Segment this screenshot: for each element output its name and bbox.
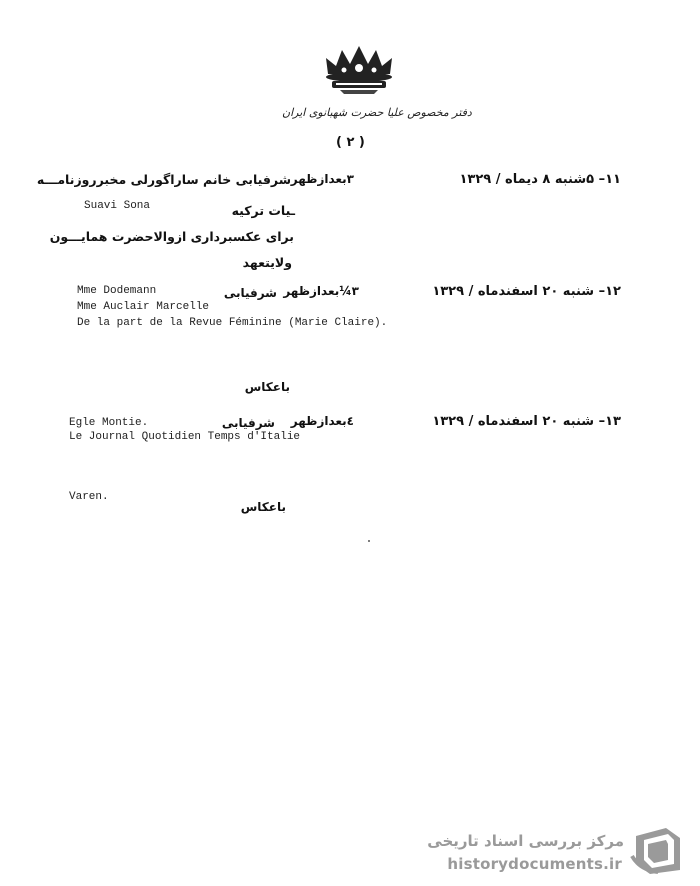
entry-11-line-1: شرفیابی خانم ساراگورلی مخبرروزنامـــه [36,172,291,187]
entry-12-photographer: باعکاس [244,380,290,394]
entry-12-audience: شرفیابی [223,286,277,300]
document-center-logo-icon [630,826,686,876]
office-header: دفتر مخصوص علیا حضرت شهبانوی ایران [282,106,472,119]
entry-11-time: ٣بعدازظهر [290,172,354,186]
entry-13-publication: Le Journal Quotidien Temps d'Italie [69,431,301,443]
entry-11-line-3: برای عکسبرداری ازوالاحضرت همایـــون [49,229,294,244]
entry-13-name: Egle Montie. [69,417,149,429]
entry-13-time: ٤بعدازظهر [290,414,354,428]
entry-13-date: ١٣– شنبه ٢٠ اسفندماه / ١٣٢٩ [432,414,621,429]
entry-13-photographer: باعکاس [240,500,286,514]
entry-13-photographer-name: Varen. [69,491,109,503]
entry-12-publication: De la part de la Revue Féminine (Marie Claire). [77,317,388,329]
page-number: ( ٢ ) [336,135,365,150]
entry-11-latin-name: Suavi Sona [84,200,151,212]
watermark-url: historydocuments.ir [447,855,622,873]
entry-12-date: ١٢– شنبه ٢٠ اسفندماه / ١٣٢٩ [432,284,621,299]
watermark-center-name: مرکز بررسی اسناد تاریخی [427,832,624,850]
entry-12-time: ٣¼بعدازظهر [283,284,359,298]
entry-11-date: ١١– ۵شنبه ٨ دیماه / ١٣٢٩ [459,172,621,187]
entry-12-name-1: Mme Dodemann [77,285,157,297]
entry-11-line-2: ـیات ترکیه [231,203,295,218]
paper-speck [368,540,370,542]
entry-12-name-2: Mme Auclair Marcelle [77,301,210,313]
entry-13-audience: شرفیابی [221,416,275,430]
entry-11-line-4: ولایتعهد [242,255,292,270]
crown-emblem-icon [322,44,396,96]
